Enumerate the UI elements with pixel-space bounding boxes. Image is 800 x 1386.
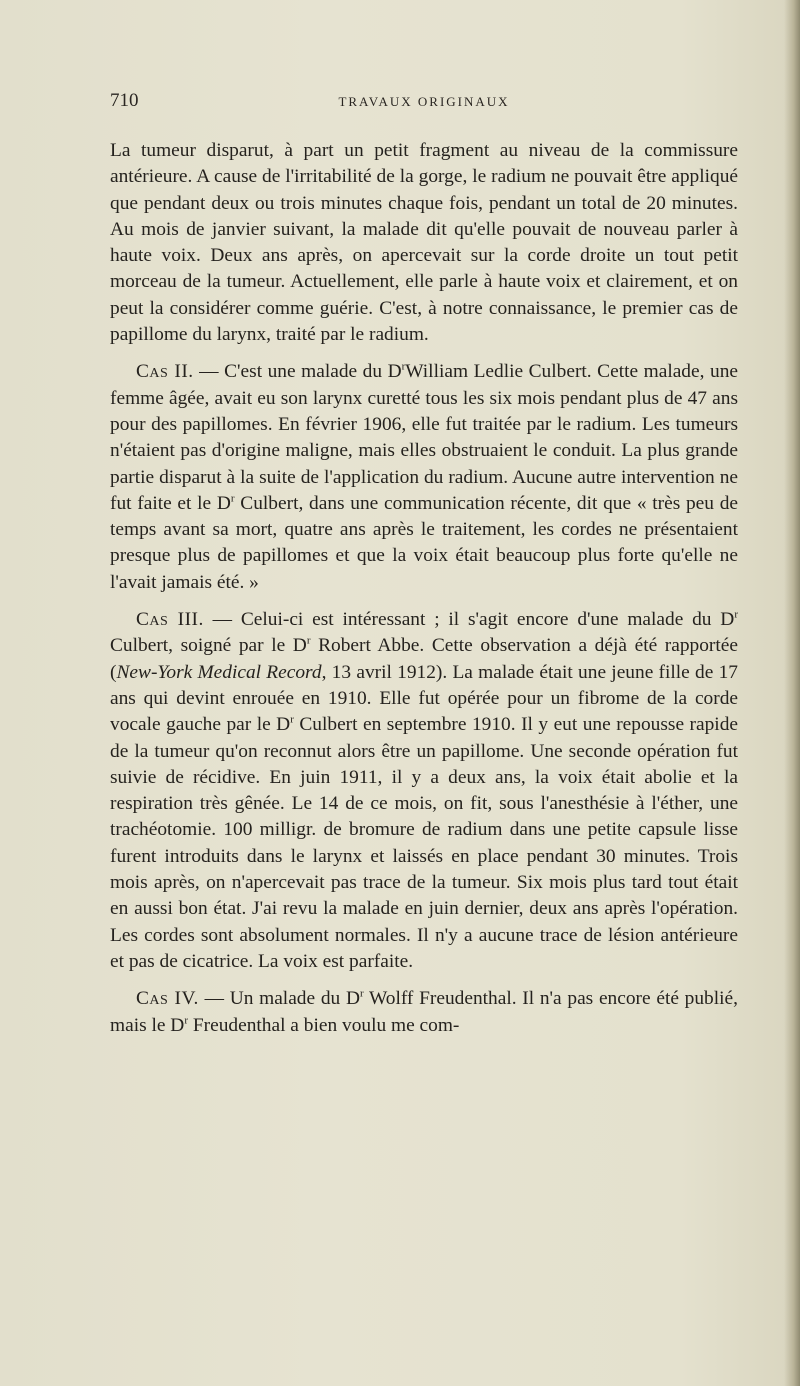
case-2-sup-1: r bbox=[401, 360, 406, 373]
body-text bbox=[110, 138, 738, 1039]
case-2-separator: — bbox=[193, 361, 225, 383]
case-3-text-5: Culbert en septembre 1910. Il y eut une repousse rapide de la tumeur qu'on reconnut alors être un papillome. Une seconde opération fut suivie de récidive. En juin 1911, il y a deux ans, la voix était abolie et la respiration très gênée. Le 14 de ce mois, on fit, sous l'anesthésie à l'éther, une trachéotomie. 100 milligr. de bromure de radium dans une petite capsule lisse furent introduits dans le larynx et laissés en place pendant 30 minutes. Trois mois après, on n'apercevait pas trace de la tumeur. Six mois plus tard tout était en aussi bon état. J'ai revu la malade en juin dernier, deux ans après l'opération. Les cordes sont absolument normales. Il n'y a aucune trace de lésion antérieure et pas de cicatrice. La voix est parfaite. bbox=[110, 714, 739, 972]
paragraph-intro bbox=[110, 138, 738, 348]
case-3-journal-title: New-York Medical Record bbox=[116, 661, 322, 683]
case-4-separator: — bbox=[198, 988, 230, 1010]
case-3-sup-1: r bbox=[734, 608, 738, 621]
case-3-label: Cas III. bbox=[136, 609, 204, 631]
case-4-text-2: Wolff Freudenthal. Il n'a pas encore été publié, mais le D bbox=[110, 988, 738, 1036]
case-3-text-3: Robert Abbe. Cette observation a déjà été rapportée ( bbox=[110, 635, 738, 683]
case-4-sup-2: r bbox=[184, 1014, 188, 1027]
case-3-text-4: , 13 avril 1912). La malade était une jeune fille de 17 ans qui devint enrouée en 1910. Elle fut opérée pour un fibrome de la corde vocale gauche par le D bbox=[110, 661, 738, 736]
paragraph-case-2 bbox=[110, 359, 738, 596]
paragraph-intro-text: La tumeur disparut, à part un petit fragment au niveau de la commissure antérieure. A cause de l'irritabilité de la gorge, le radium ne pouvait être appliqué que pendant deux ou trois minutes chaque fois, pendant un total de 20 minutes. Au mois de janvier suivant, la malade dit qu'elle pouvait de nouveau parler à haute voix. Deux ans après, on apercevait sur la corde droite un tout petit morceau de la tumeur. Actuellement, elle parle à haute voix et clairement, et on peut la considérer comme guérie. C'est, à notre connaissance, le premier cas de papillome du larynx, traité par le radium. bbox=[110, 140, 738, 346]
case-4-sup-1: r bbox=[359, 987, 364, 1000]
page-header bbox=[110, 90, 738, 120]
case-2-label: Cas II. bbox=[136, 361, 194, 383]
case-2-text-3: Culbert, dans une communication récente, dit que « très peu de temps avant sa mort, quatre ans après le traitement, les cordes ne présentaient presque plus de papillomes et que la voix était beaucoup plus forte qu'elle ne l'avait jamais été. » bbox=[110, 492, 738, 593]
running-title: TRAVAUX ORIGINAUX bbox=[338, 94, 510, 109]
case-4-text-1: Un malade du D bbox=[229, 988, 360, 1010]
case-4-text-3: Freudenthal a bien voulu me com- bbox=[188, 1014, 460, 1036]
page-edge-shadow bbox=[784, 0, 800, 1386]
page-number: 710 bbox=[110, 90, 139, 111]
case-3-text-2: Culbert, soigné par le D bbox=[110, 635, 307, 657]
paragraph-case-4 bbox=[110, 986, 738, 1039]
paragraph-case-3 bbox=[110, 607, 738, 975]
case-2-sup-2: r bbox=[230, 492, 235, 505]
case-4-label: Cas IV. bbox=[136, 988, 199, 1010]
case-3-sup-3: r bbox=[290, 713, 294, 726]
case-3-sup-2: r bbox=[306, 634, 311, 647]
case-2-text-1: C'est une malade du D bbox=[224, 361, 402, 383]
case-3-separator: — bbox=[203, 609, 241, 631]
case-3-text-1: Celui-ci est intéressant ; il s'agit encore d'une malade du D bbox=[240, 609, 735, 631]
case-2-text-2: William Ledlie Culbert. Cette malade, une femme âgée, avait eu son larynx curetté tous les six mois pendant plus de 47 ans pour des papillomes. En février 1906, elle fut traitée par le radium. Les tumeurs n'étaient pas d'origine maligne, mais elles obstruaient le conduit. La plus grande partie disparut à la suite de l'application du radium. Aucune autre intervention ne fut faite et le D bbox=[110, 361, 738, 514]
